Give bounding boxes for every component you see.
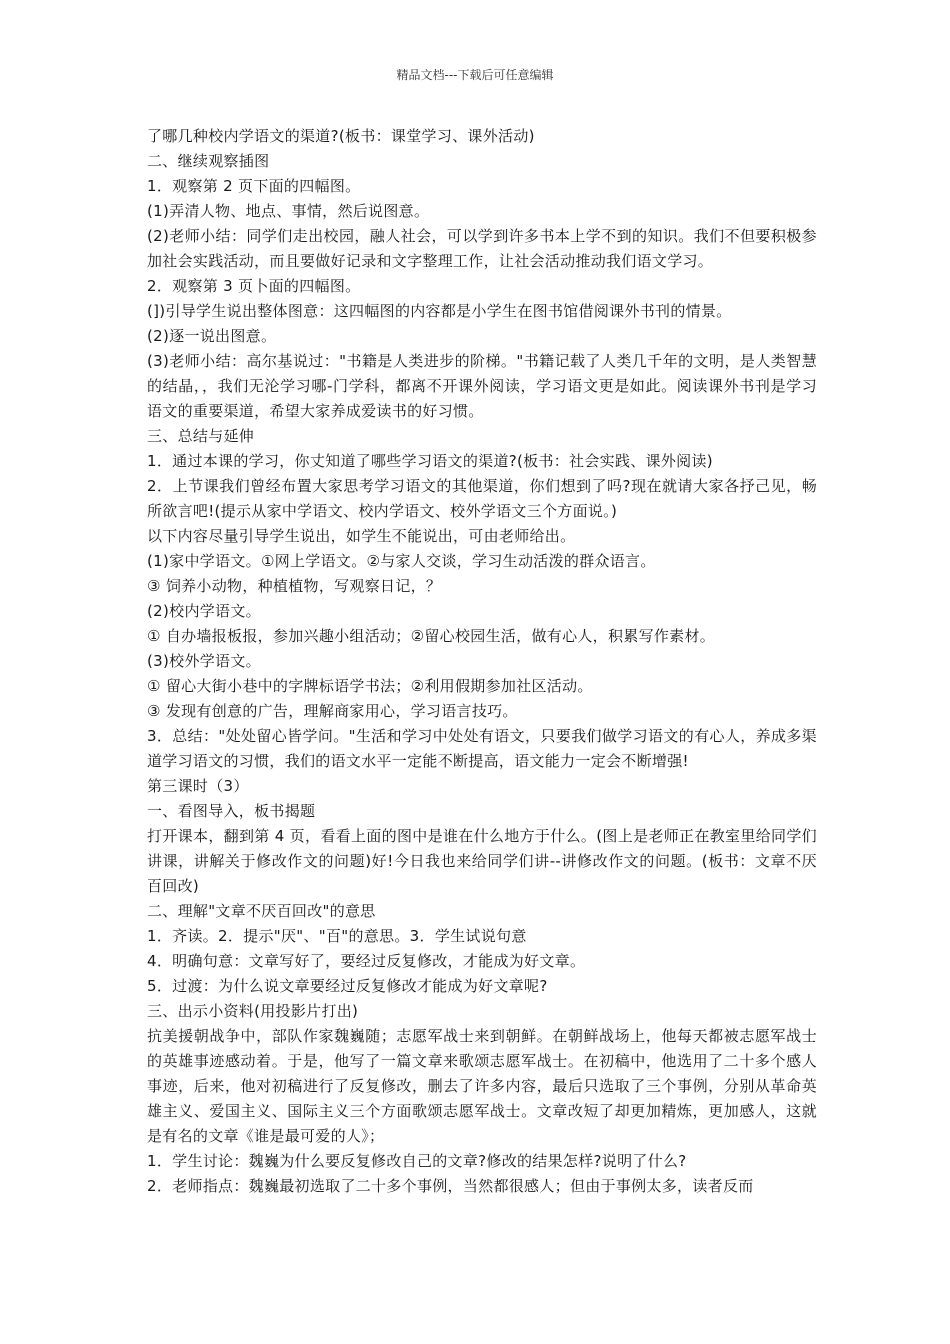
paragraph: (1)家中学语文。①网上学语文。②与家人交谈，学习生动活泼的群众语言。 bbox=[147, 552, 656, 570]
paragraph: (2)逐一说出图意。 bbox=[147, 327, 277, 345]
paragraph: (2)老师小结：同学们走出校园，融人社会，可以学到许多书本上学不到的知识。我们不但要积极参加社会实践活动，而且要做好记录和文字整理工作，让社会活动推动我们语文学习。 bbox=[147, 227, 817, 270]
page-header: 精品文档---下载后可任意编辑 bbox=[396, 68, 554, 82]
paragraph: 抗美援朝战争中，部队作家魏巍随；志愿军战士来到朝鲜。在朝鲜战场上，他每天都被志愿军战士的英雄事迹感动着。于是，他写了一篇文章来歌颂志愿军战士。在初稿中，他选用了二十多个感人事迹，后来，他对初稿进行了反复修改，删去了许多内容，最后只选取了三个事例，分别从革命英雄主义、爱国主义、国际主义三个方面歌颂志愿军战士。文章改短了却更加精炼，更加感人，这就是有名的文章《谁是最可爱的人》； bbox=[147, 1027, 817, 1145]
paragraph: 了哪几种校内学语文的渠道?(板书：课堂学习、课外活动) bbox=[147, 127, 535, 145]
section-heading: 一、看图导入，板书揭题 bbox=[147, 802, 316, 820]
section-heading: 三、总结与延伸 bbox=[147, 427, 255, 445]
paragraph: (3)老师小结：高尔基说过："书籍是人类进步的阶梯。"书籍记载了人类几千年的文明，是人类智慧的结晶，，我们无沦学习哪-门学科，都离不开课外阅读，学习语文更是如此。阅读课外书刊是学习语文的重要渠道，希望大家养成爱读书的好习惯。 bbox=[147, 352, 817, 420]
paragraph: 1．观察第 2 页下面的四幅图。 bbox=[147, 177, 361, 195]
paragraph: ③ 饲养小动物，种植植物，写观察日记，？ bbox=[147, 577, 442, 595]
paragraph: 1．通过本课的学习，你丈知道了哪些学习语文的渠道?(板书：社会实践、课外阅读) bbox=[147, 452, 713, 470]
paragraph: 打开课本，翻到第 4 页，看看上面的图中是谁在什么地方于什么。(图上是老师正在教室里给同学们讲课，讲解关于修改作文的问题)好!今日我也来给同学们讲--讲修改作文的问题。(板书：文章不厌百回改) bbox=[147, 827, 817, 895]
paragraph: 3．总结："处处留心皆学问。"生活和学习中处处有语文，只要我们做学习语文的有心人，养成多渠道学习语文的习惯，我们的语文水平一定能不断提高，语文能力一定会不断增强! bbox=[147, 727, 817, 770]
paragraph: ① 自办墙报板报，参加兴趣小组活动；②留心校园生活，做有心人，积累写作素材。 bbox=[147, 627, 716, 645]
paragraph: ③ 发现有创意的广告，理解商家用心，学习语言技巧。 bbox=[147, 702, 518, 720]
paragraph: 2．老师指点：魏巍最初选取了二十多个事例，当然都很感人；但由于事例太多，读者反而 bbox=[147, 1177, 754, 1195]
paragraph: 1．学生讨论：魏巍为什么要反复修改自己的文章?修改的结果怎样?说明了什么? bbox=[147, 1152, 687, 1170]
paragraph: 以下内容尽量引导学生说出，如学生不能说出，可由老师给出。 bbox=[147, 527, 576, 545]
lesson-heading: 第三课时（3） bbox=[147, 777, 249, 795]
paragraph: 2．上节课我们曾经布置大家思考学习语文的其他渠道，你们想到了吗?现在就请大家各抒己见，畅所欲言吧!(提示从家中学语文、校内学语文、校外学语文三个方面说。) bbox=[147, 477, 817, 520]
document-body bbox=[147, 124, 817, 1199]
paragraph: (3)校外学语文。 bbox=[147, 652, 261, 670]
paragraph: 2．观察第 3 页卜面的四幅图。 bbox=[147, 277, 361, 295]
section-heading: 三、出示小资料(用投影片打出) bbox=[147, 1002, 359, 1020]
paragraph: (])引导学生说出整体图意：这四幅图的内容都是小学生在图书馆借阅课外书刊的情景。 bbox=[147, 302, 732, 320]
section-heading: 二、继续观察插图 bbox=[147, 152, 270, 170]
paragraph: (1)弄清人物、地点、事情，然后说图意。 bbox=[147, 202, 430, 220]
paragraph: 1．齐读。2．提示"厌"、"百"的意思。3．学生试说句意 bbox=[147, 927, 527, 945]
paragraph: (2)校内学语文。 bbox=[147, 602, 261, 620]
paragraph: ① 留心大街小巷中的字牌标语学书法；②利用假期参加社区活动。 bbox=[147, 677, 593, 695]
paragraph: 5．过渡：为什么说文章要经过反复修改才能成为好文章呢? bbox=[147, 977, 548, 995]
section-heading: 二、理解"文章不厌百回改"的意思 bbox=[147, 902, 376, 920]
paragraph: 4．明确句意：文章写好了，要经过反复修改，才能成为好文章。 bbox=[147, 952, 586, 970]
